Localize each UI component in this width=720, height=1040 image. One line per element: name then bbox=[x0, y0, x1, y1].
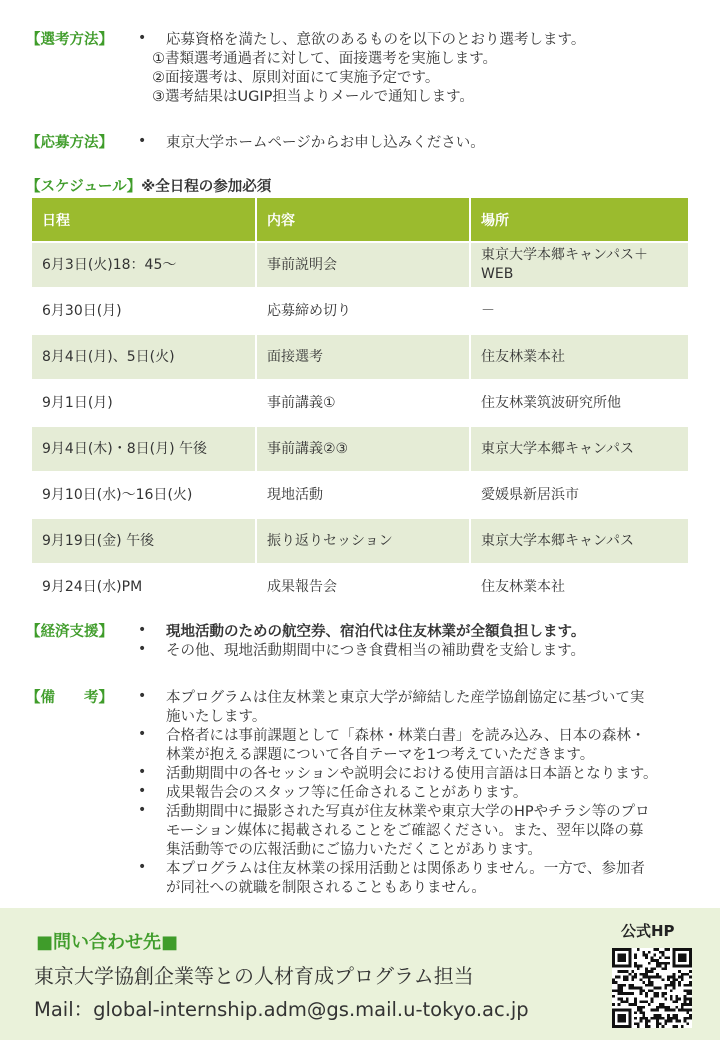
cell-place: 東京大学本郷キャンパス bbox=[470, 426, 688, 472]
remarks-item-line: 成果報告会のスタッフ等に任命されることがあります。 bbox=[166, 785, 528, 801]
cell-place: 愛媛県新居浜市 bbox=[470, 472, 688, 518]
application-text: 東京大学ホームページからお申し込みください。 bbox=[166, 135, 485, 151]
cell-place: － bbox=[470, 288, 688, 334]
support-label: 【経済支援】 bbox=[26, 624, 113, 640]
support-item-2: その他、現地活動期間中につき食費相当の補助費を支給します。 bbox=[166, 643, 586, 659]
remarks-item-line: 本プログラムは住友林業と東京大学が締結した産学協創協定に基づいて実 bbox=[166, 690, 645, 706]
table-row bbox=[32, 242, 688, 288]
table-row bbox=[32, 564, 688, 609]
cell-content: 事前講義②③ bbox=[256, 426, 470, 472]
remarks-item-line: が同社への就職を制限されることもありません。 bbox=[166, 880, 486, 896]
cell-place: 住友林業本社 bbox=[470, 334, 688, 380]
support-item-1: 現地活動のための航空券、宿泊代は住友林業が全額負担します。 bbox=[166, 624, 586, 640]
bullet-icon: • bbox=[138, 133, 147, 149]
schedule-label: 【スケジュール】 bbox=[26, 179, 142, 195]
cell-date: 9月19日(金) 午後 bbox=[32, 518, 256, 564]
cell-place: 住友林業筑波研究所他 bbox=[470, 380, 688, 426]
cell-date: 9月10日(水)～16日(火) bbox=[32, 472, 256, 518]
schedule-table bbox=[32, 198, 688, 609]
header-place: 場所 bbox=[470, 198, 688, 242]
table-row bbox=[32, 472, 688, 518]
contact-mail: Mail：global-internship.adm@gs.mail.u-tokyo.ac.jp bbox=[34, 998, 529, 1021]
remarks-item-line: 活動期間中の各セッションや説明会における使用言語は日本語となります。 bbox=[166, 766, 658, 782]
cell-date: 9月1日(月) bbox=[32, 380, 256, 426]
table-row bbox=[32, 380, 688, 426]
cell-content: 成果報告会 bbox=[256, 564, 470, 609]
cell-content: 事前説明会 bbox=[256, 242, 470, 288]
bullet-icon: • bbox=[138, 30, 147, 46]
table-row bbox=[32, 334, 688, 380]
remarks-label: 【備 考】 bbox=[26, 690, 113, 706]
cell-content: 振り返りセッション bbox=[256, 518, 470, 564]
table-row bbox=[32, 288, 688, 334]
header-date: 日程 bbox=[32, 198, 256, 242]
selection-item: ②面接選考は、原則対面にて実施予定です。 bbox=[152, 70, 440, 86]
bullet-icon: • bbox=[138, 802, 147, 818]
bullet-icon: • bbox=[138, 688, 147, 704]
cell-date: 9月4日(木)・8日(月) 午後 bbox=[32, 426, 256, 472]
bullet-icon: • bbox=[138, 726, 147, 742]
cell-place: 住友林業本社 bbox=[470, 564, 688, 609]
cell-content: 応募締め切り bbox=[256, 288, 470, 334]
cell-place: 東京大学本郷キャンパス bbox=[470, 518, 688, 564]
remarks-item-line: 活動期間中に撮影された写真が住友林業や東京大学のHPやチラシ等のプロ bbox=[166, 804, 650, 820]
schedule-title bbox=[26, 175, 271, 196]
official-hp-label: 公式HP bbox=[621, 922, 675, 940]
remarks-item-line: 施いたします。 bbox=[166, 709, 267, 725]
selection-label: 【選考方法】 bbox=[26, 32, 113, 48]
bullet-icon: • bbox=[138, 783, 147, 799]
application-label: 【応募方法】 bbox=[26, 135, 113, 151]
cell-date: 6月30日(月) bbox=[32, 288, 256, 334]
cell-content: 面接選考 bbox=[256, 334, 470, 380]
remarks-item-line: 林業が抱える課題について各自テーマを1つ考えていただきます。 bbox=[166, 747, 595, 763]
cell-place: 東京大学本郷キャンパス＋ WEB bbox=[470, 242, 688, 288]
contact-org: 東京大学協創企業等との人材育成プログラム担当 bbox=[34, 964, 474, 988]
bullet-icon: • bbox=[138, 622, 147, 638]
remarks-item-line: モーション媒体に掲載されることをご確認ください。また、翌年以降の募 bbox=[166, 823, 644, 839]
remarks-item-line: 集活動等での広報活動にご協力いただくことがあります。 bbox=[166, 842, 542, 858]
header-content: 内容 bbox=[256, 198, 470, 242]
selection-item: ③選考結果はUGIP担当よりメールで通知します。 bbox=[152, 89, 474, 105]
table-header-row bbox=[32, 198, 688, 242]
table-row bbox=[32, 518, 688, 564]
cell-content: 現地活動 bbox=[256, 472, 470, 518]
qr-code-icon[interactable] bbox=[612, 948, 692, 1028]
bullet-icon: • bbox=[138, 859, 147, 875]
schedule-note: ※全日程の参加必須 bbox=[141, 179, 272, 195]
remarks-item-line: 本プログラムは住友林業の採用活動とは関係ありません。一方で、参加者 bbox=[166, 861, 645, 877]
remarks-item-line: 合格者には事前課題として「森林・林業白書」を読み込み、日本の森林・ bbox=[166, 728, 646, 744]
selection-item: ①書類選考通過者に対して、面接選考を実施します。 bbox=[152, 51, 498, 67]
cell-date: 9月24日(水)PM bbox=[32, 564, 256, 609]
bullet-icon: • bbox=[138, 764, 147, 780]
cell-date: 6月3日(火)18：45～ bbox=[32, 242, 256, 288]
selection-intro: 応募資格を満たし、意欲のあるものを以下のとおり選考します。 bbox=[166, 32, 586, 48]
contact-title: ■問い合わせ先■ bbox=[36, 932, 179, 953]
contact-box bbox=[0, 908, 720, 1040]
cell-date: 8月4日(月)、5日(火) bbox=[32, 334, 256, 380]
cell-content: 事前講義① bbox=[256, 380, 470, 426]
bullet-icon: • bbox=[138, 641, 147, 657]
table-row bbox=[32, 426, 688, 472]
